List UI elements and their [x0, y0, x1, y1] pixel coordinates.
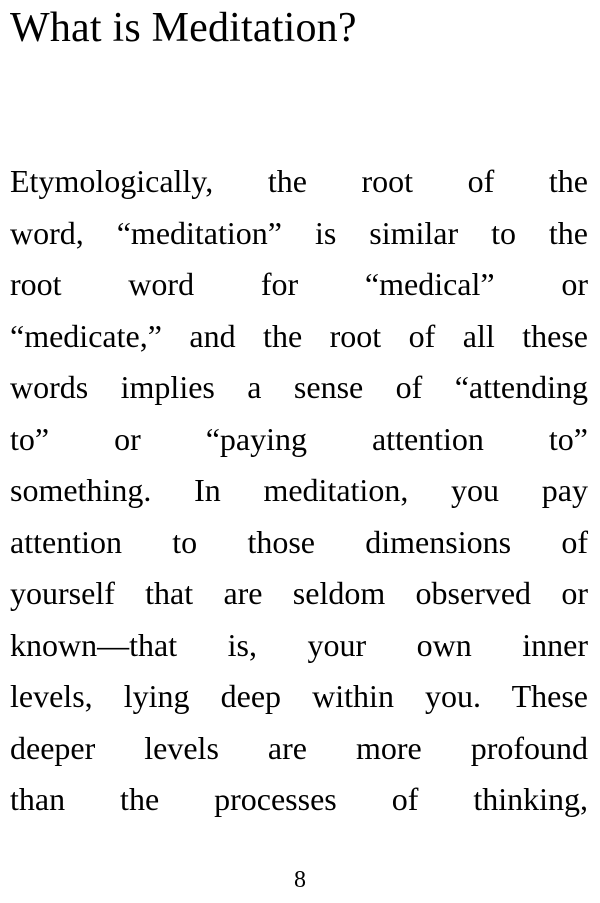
paragraph-line: Etymologically, the root of the	[10, 163, 588, 199]
body-paragraph	[10, 156, 588, 826]
paragraph-line: deeper levels are more profound	[10, 729, 588, 766]
paragraph-line: levels, lying deep within you. These	[10, 678, 588, 714]
paragraph-line: root word for “medical” or	[10, 266, 588, 302]
paragraph-line: “medicate,” and the root of all these	[10, 317, 588, 354]
page-number: 8	[294, 867, 306, 893]
paragraph-line: words implies a sense of “attending	[10, 369, 588, 405]
paragraph-line: yourself that are seldom observed or	[10, 575, 588, 611]
paragraph-line: word, “meditation” is similar to the	[10, 214, 588, 251]
paragraph-line: known—that is, your own inner	[10, 626, 588, 663]
paragraph-line: attention to those dimensions of	[10, 523, 588, 560]
page-title: What is Meditation?	[10, 5, 357, 51]
paragraph-line: to” or “paying attention to”	[10, 420, 588, 457]
paragraph-line: than the processes of thinking,	[10, 781, 588, 817]
paragraph-line: something. In meditation, you pay	[10, 472, 588, 508]
